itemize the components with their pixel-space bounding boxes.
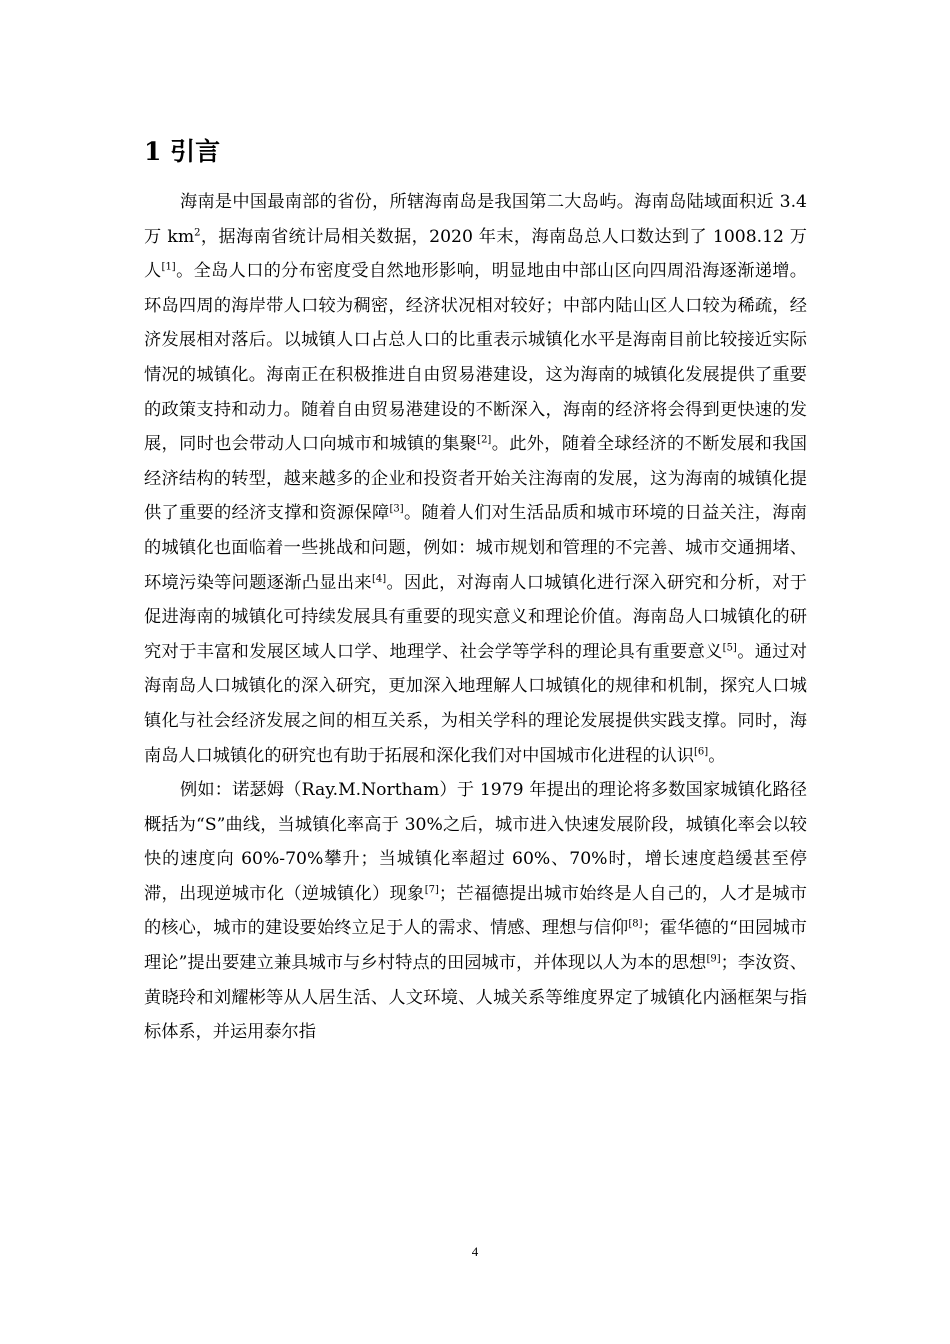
paragraph-examples: 例如：诺瑟姆（Ray.M.Northam）于 1979 年提出的理论将多数国家城镇化路径概括为“S”曲线，当城镇化率高于 30%之后，城市进入快速发展阶段，城镇化率会以较快的速度向 60%-70%攀升；当城镇化率超过 60%、70%时，增长速度趋缓甚至停滞，出现逆城市化（逆城镇化）现象[7]；芒福德提出城市始终是人自己的，人才是城市的核心，城市的建设要始终立足于人的需求、情感、理想与信仰[8]；霍华德的“田园城市理论”提出要建立兼具城市与乡村特点的田园城市，并体现以人为本的思想[9]；李汝资、黄晓玲和刘耀彬等从人居生活、人文环境、人城关系等维度界定了城镇化内涵框架与指标体系，并运用泰尔指: [144, 780, 807, 1043]
body-text: [144, 185, 807, 1050]
page-number: 4: [471, 1244, 479, 1259]
citation-marker: [1]: [161, 261, 176, 273]
citation-marker: [5]: [722, 641, 737, 653]
paragraph-intro: 海南是中国最南部的省份，所辖海南岛是我国第二大岛屿。海南岛陆域面积近 3.4 万 $km^2$，据海南省统计局相关数据，2020 年末，海南岛总人口数达到了 1008.12 万人[1]。全岛人口的分布密度受自然地形影响，明显地由中部山区向四周沿海逐渐递增。环岛四周的海岸带人口较为稠密，经济状况相对较好；中部内陆山区人口较为稀疏，经济发展相对落后。以城镇人口占总人口的比重表示城镇化水平是海南目前比较接近实际情况的城镇化。海南正在积极推进自由贸易港建设，这为海南的城镇化发展提供了重要的政策支持和动力。随着自由贸易港建设的不断深入，海南的经济将会得到更快速的发展，同时也会带动人口向城市和城镇的集聚[2]。此外，随着全球经济的不断发展和我国经济结构的转型，越来越多的企业和投资者开始关注海南的发展，这为海南的城镇化提供了重要的经济支撑和资源保障[3]。随着人们对生活品质和城市环境的日益关注，海南的城镇化也面临着一些挑战和问题，例如：城市规划和管理的不完善、城市交通拥堵、环境污染等问题逐渐凸显出来[4]。因此，对海南人口城镇化进行深入研究和分析，对于促进海南的城镇化可持续发展具有重要的现实意义和理论价值。海南岛人口城镇化的研究对于丰富和发展区域人口学、地理学、社会学等学科的理论具有重要意义[5]。通过对海南岛人口城镇化的深入研究，更加深入地理解人口城镇化的规律和机制，探究人口城镇化与社会经济发展之间的相互关系，为相关学科的理论发展提供实践支撑。同时，海南岛人口城镇化的研究也有助于拓展和深化我们对中国城市化进程的认识[6]。: [144, 192, 807, 766]
citation-marker: [2]: [477, 434, 492, 446]
citation-marker: [6]: [694, 745, 709, 757]
citation-marker: [4]: [371, 572, 387, 584]
citation-marker: [9]: [706, 953, 721, 965]
citation-marker: [7]: [424, 884, 439, 896]
citation-marker: [8]: [628, 918, 643, 930]
section-heading: 1 引言: [144, 137, 221, 166]
citation-marker: [3]: [389, 503, 404, 515]
superscript-exponent: 2: [194, 226, 201, 238]
